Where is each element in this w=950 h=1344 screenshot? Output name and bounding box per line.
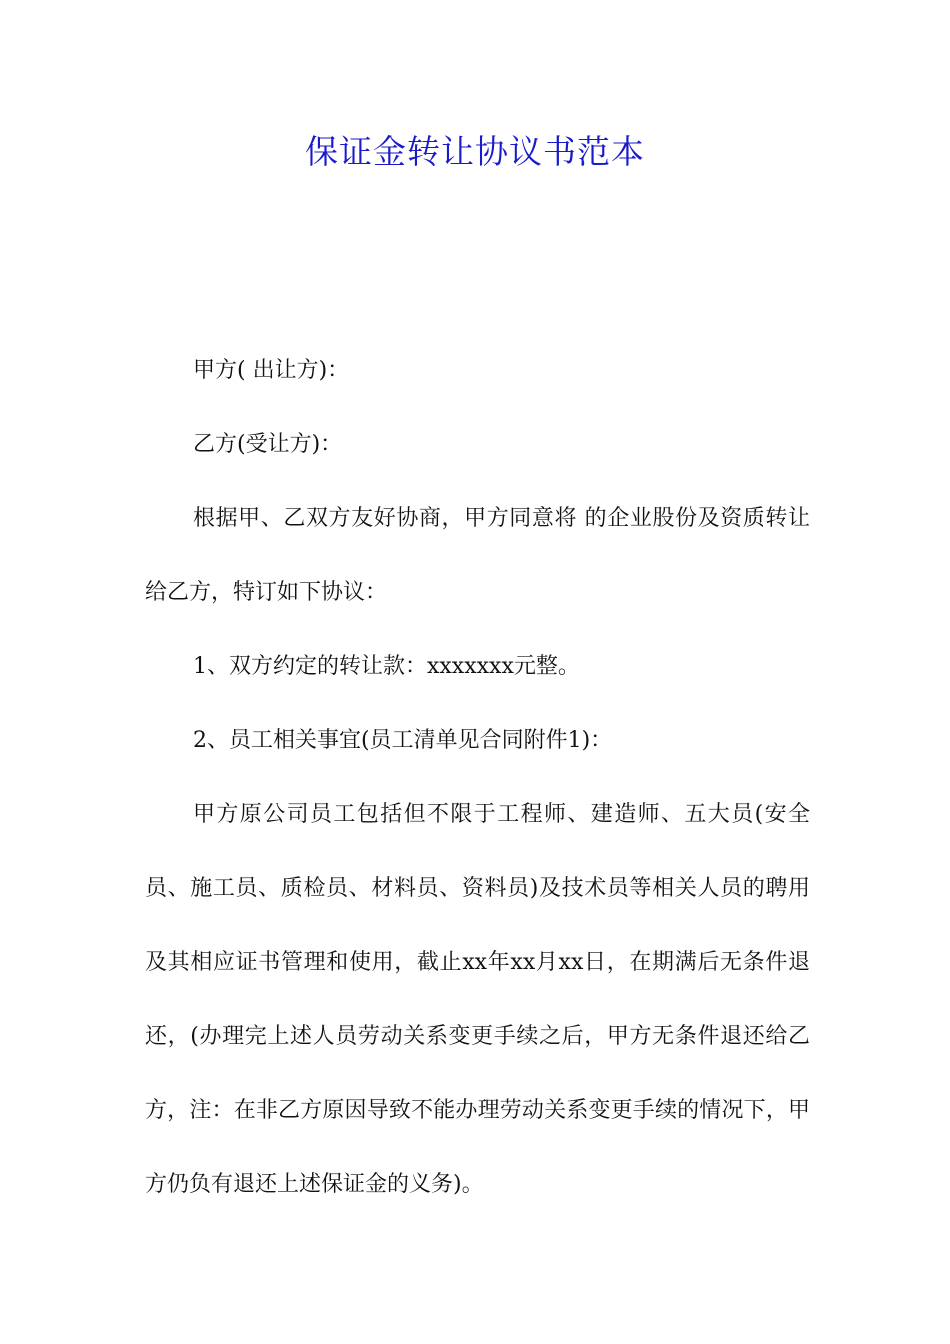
preamble-paragraph: 根据甲、乙双方友好协商，甲方同意将 的企业股份及资质转让给乙方，特订如下协议：	[145, 506, 810, 605]
party-b-line: 乙方(受让方)：	[193, 432, 343, 457]
staff-terms-paragraph: 甲方原公司员工包括但不限于工程师、建造师、五大员(安全员、施工员、质检员、材料员、资料员)及技术员等相关人员的聘用及其相应证书管理和使用，截止xx年xx月xx日，在期满后无条件退还，(办理完上述人员劳动关系变更手续之后，甲方无条件退还给乙方，注：在非乙方原因导致不能办理劳动关系变更手续的情况下，甲方仍负有退还上述保证金的义务)。	[145, 802, 810, 1197]
clause-2-paragraph: 2、员工相关事宜(员工清单见合同附件1)：	[193, 728, 613, 753]
clause-1-paragraph: 1、双方约定的转让款：xxxxxxx元整。	[193, 654, 580, 679]
party-a-line: 甲方( 出让方)：	[193, 358, 350, 383]
document-body	[145, 334, 810, 1222]
document-title: 保证金转让协议书范本	[305, 132, 645, 171]
